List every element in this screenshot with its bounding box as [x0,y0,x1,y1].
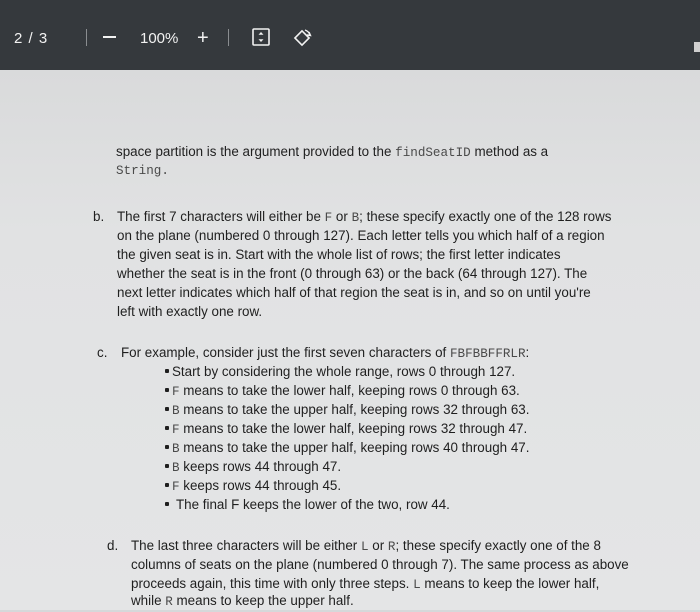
code-string: String. [116,164,169,178]
pdf-toolbar [0,0,700,70]
text: The first 7 characters will either be [117,209,325,224]
code-letter: F [172,423,180,437]
text: keeps rows 44 through 47. [179,459,342,474]
code-r: R [165,595,173,609]
item-c-label: c. [97,345,108,360]
bullet-marker [165,445,169,449]
text: means to keep the lower half, [420,576,600,591]
code-b: B [351,211,360,225]
text: means to take the lower half, keeping rows 0 through 63. [179,383,520,398]
item-b-line-4: whether the seat is in the front (0 through 63) or the back (64 through 127). The [117,266,588,281]
zoom-in-icon[interactable]: + [197,27,209,49]
text: For example, consider just the first seven characters of [121,345,450,360]
intro-text: method as a [470,144,549,159]
code-example: FBFBBFFRLR [449,347,526,361]
code-l: L [360,540,369,554]
bullet-marker [165,483,169,487]
code-letter: F [172,480,180,494]
document-page [0,70,700,610]
text: or [368,538,388,553]
bullet-marker [165,407,169,411]
bullet-item [172,381,520,402]
code-r: R [387,540,396,554]
rotate-icon[interactable] [291,27,313,49]
text: means to keep the upper half. [172,593,354,608]
bullet-item: The final F keeps the lower of the two, row 44. [176,497,450,512]
bullet-item [172,457,341,478]
item-d-line-2: columns of seats on the plane (numbered 0 through 7). The same process as above [131,557,629,572]
text: ; these specify exactly one of the 8 [395,538,601,553]
bullet-item [172,476,341,497]
item-d-line-1 [131,536,601,557]
text: : [525,345,530,360]
code-letter: F [172,385,180,399]
code-findseatid: findSeatID [395,146,471,160]
item-d-line-4 [131,591,354,612]
bullet-item: Start by considering the whole range, rows 0 through 127. [172,364,516,379]
bullet-marker [165,426,169,430]
item-b-line-6: left with exactly one row. [117,304,263,319]
scroll-edge [694,42,700,52]
text: means to take the lower half, keeping rows 32 through 47. [179,421,528,436]
text: proceeds again, this time with only three steps. [131,576,414,591]
item-d-label: d. [107,538,119,553]
text: ; these specify exactly one of the 128 rows [359,209,612,224]
item-b-line-1 [117,207,611,228]
bullet-item [172,400,529,421]
toolbar-divider [86,29,87,46]
text: means to take the upper half, keeping rows 40 through 47. [179,440,530,455]
text: means to take the upper half, keeping rows 32 through 63. [179,402,530,417]
fit-page-icon[interactable] [252,28,270,46]
item-b-line-5: next letter indicates which half of that region the seat is in, and so on until you're [117,285,591,300]
bullet-marker [165,369,169,373]
code-letter: B [172,404,180,418]
item-c-intro [121,343,529,364]
item-b-line-2: on the plane (numbered 0 through 127). Each letter tells you which half of a region [117,228,605,243]
code-f: F [324,211,333,225]
item-b-line-3: the given seat is in. Start with the whole list of rows; the first letter indicates [117,247,561,262]
intro-text: space partition is the argument provided to the [116,144,396,159]
item-b-label: b. [93,209,105,224]
toolbar-divider [228,29,229,46]
text: The last three characters will be either [131,538,361,553]
text: or [332,209,352,224]
bullet-marker [165,464,169,468]
page-indicator[interactable]: 2 / 3 [14,30,49,47]
bullet-marker [165,388,169,392]
code-letter: B [172,461,180,475]
bullet-item [172,419,527,440]
code-l: L [413,578,421,592]
text: keeps rows 44 through 45. [179,478,342,493]
code-letter: B [172,442,180,456]
bullet-item [172,438,529,459]
zoom-level[interactable]: 100% [140,30,179,47]
bullet-marker [165,502,169,506]
intro-line-1 [116,142,548,163]
text: while [131,593,166,608]
zoom-out-icon[interactable] [103,36,116,38]
